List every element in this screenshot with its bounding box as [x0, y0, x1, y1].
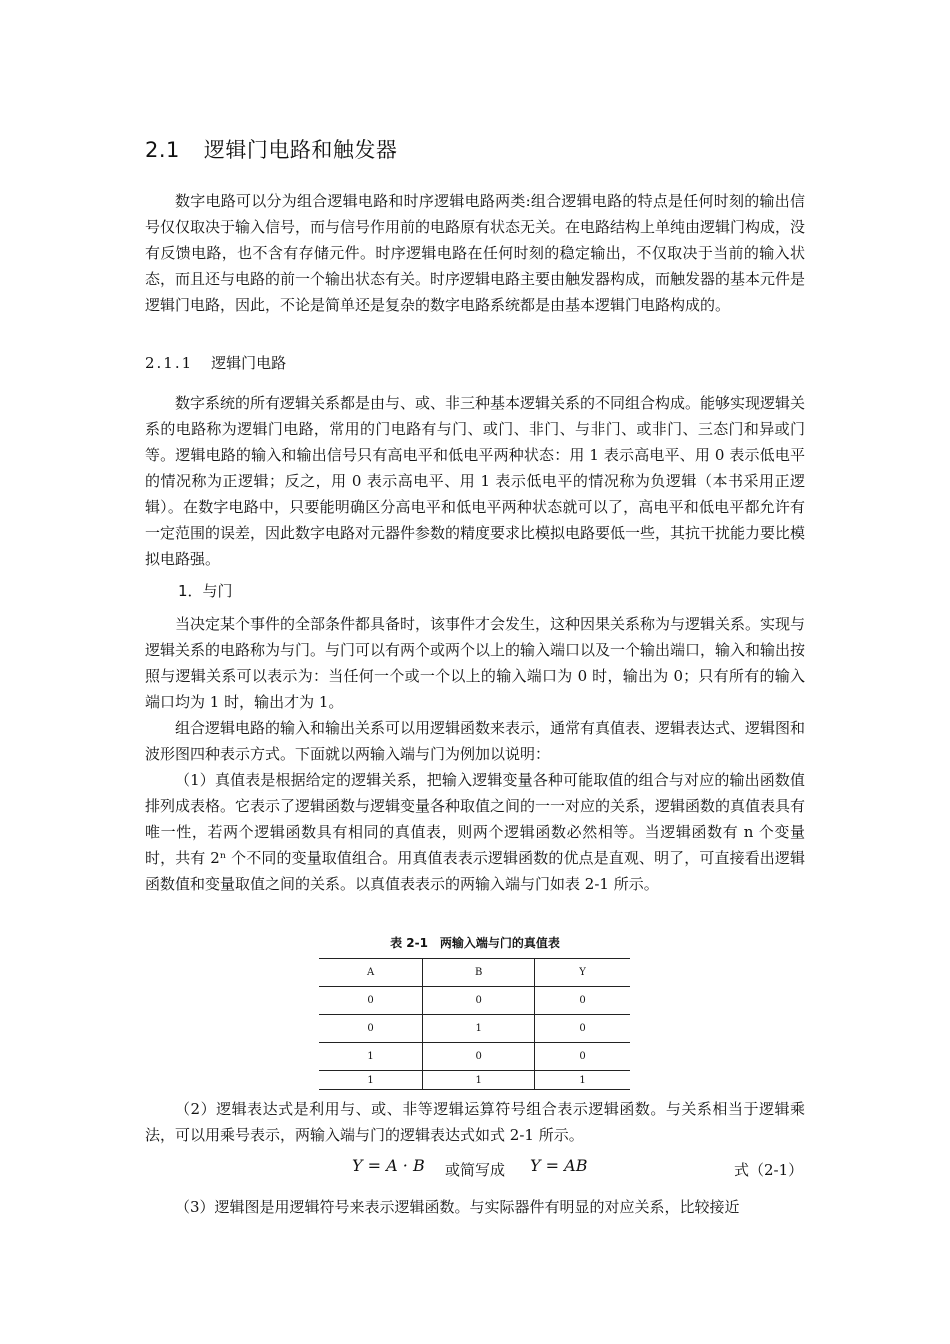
formula-reference: 式（2-1） [734, 1161, 804, 1179]
table-cell: 1 [319, 1043, 423, 1071]
item-title-and-gate: 1．与门 [178, 582, 233, 600]
table-row [319, 1015, 630, 1043]
section-number: 2.1 [145, 138, 180, 162]
table-cell: 1 [423, 1015, 535, 1043]
table-cell: 0 [535, 987, 630, 1015]
table-header-cell: A [319, 959, 423, 987]
expression-paragraph: （2）逻辑表达式是利用与、或、非等逻辑运算符号组合表示逻辑函数。与关系相当于逻辑乘法，可以用乘号表示，两输入端与门的逻辑表达式如式 2-1 所示。 [145, 1100, 805, 1144]
table-cell: 0 [535, 1015, 630, 1043]
table-cell: 0 [535, 1043, 630, 1071]
table-cell: 0 [319, 1015, 423, 1043]
truth-table [319, 958, 630, 1090]
intro-paragraph: 数字电路可以分为组合逻辑电路和时序逻辑电路两类:组合逻辑电路的特点是任何时刻的输出信号仅仅取决于输入信号，而与信号作用前的电路原有状态无关。在电路结构上单纯由逻辑门构成，没有反馈电路，也不含有存储元件。时序逻辑电路在任何时刻的稳定输出，不仅取决于当前的输入状态，而且还与电路的前一个输出状态有关。时序逻辑电路主要由触发器构成，而触发器的基本元件是逻辑门电路，因此，不论是简单还是复杂的数字电路系统都是由基本逻辑门电路构成的。 [145, 192, 806, 314]
section-title [145, 134, 397, 164]
logic-paragraph: 数字系统的所有逻辑关系都是由与、或、非三种基本逻辑关系的不同组合构成。能够实现逻辑关系的电路称为逻辑门电路，常用的门电路有与门、或门、非门、与非门、或非门、三态门和异或门等。逻辑电路的输入和输出信号只有高电平和低电平两种状态：用 1 表示高电平、用 0 表示低电平的情况称为正逻辑；反之，用 0 表示高电平、用 1 表示低电平的情况称为负逻辑（本书采用正逻辑）。在数字电路中，只要能明确区分高电平和低电平两种状态就可以了，高电平和低电平都允许有一定范围的误差，因此数字电路对元器件参数的精度要求比模拟电路要低一些，其抗干扰能力要比模拟电路强。 [145, 394, 806, 568]
table-header-cell: B [423, 959, 535, 987]
table-cell: 1 [535, 1071, 630, 1090]
table-cell: 0 [423, 1043, 535, 1071]
table-cell: 0 [423, 987, 535, 1015]
and-gate-paragraph: 当决定某个事件的全部条件都具备时，该事件才会发生，这种因果关系称为与逻辑关系。实现与逻辑关系的电路称为与门。与门可以有两个或两个以上的输入端口以及一个输出端口，输入和输出按照与逻辑关系可以表示为：当任何一个或一个以上的输入端口为 0 时，输出为 0；只有所有的输入端口均为 1 时，输出才为 1。 [145, 615, 806, 711]
table-header-cell: Y [535, 959, 630, 987]
truth-table-paragraph: （1）真值表是根据给定的逻辑关系，把输入逻辑变量各种可能取值的组合与对应的输出函数值排列成表格。它表示了逻辑函数与逻辑变量各种取值之间的一一对应的关系，逻辑函数的真值表具有唯一性，若两个逻辑函数具有相同的真值表，则两个逻辑函数必然相等。当逻辑函数有 n 个变量时，共有 2ⁿ 个不同的变量取值组合。用真值表表示逻辑函数的优点是直观、明了，可直接看出逻辑函数值和变量取值之间的关系。以真值表表示的两输入端与门如表 2-1 所示。 [145, 771, 806, 893]
table-row [319, 1043, 630, 1071]
table-cell: 1 [319, 1071, 423, 1090]
representation-paragraph: 组合逻辑电路的输入和输出关系可以用逻辑函数来表示，通常有真值表、逻辑表达式、逻辑图和波形图四种表示方式。下面就以两输入端与门为例加以说明： [145, 719, 806, 763]
table-cell: 1 [423, 1071, 535, 1090]
diagram-paragraph: （3）逻辑图是用逻辑符号来表示逻辑函数。与实际器件有明显的对应关系，比较接近 [175, 1198, 740, 1216]
table-cell: 0 [319, 987, 423, 1015]
section-title-text: 逻辑门电路和触发器 [203, 138, 398, 162]
table-row [319, 1071, 630, 1090]
formula-full: Y = A · B [352, 1156, 425, 1175]
table-caption: 表 2-1 两输入端与门的真值表 [390, 936, 560, 950]
subsection-title-text: 逻辑门电路 [211, 354, 287, 372]
subsection-number: 2.1.1 [145, 354, 194, 372]
table-header-row [319, 959, 630, 987]
table-row [319, 987, 630, 1015]
subsection-title [145, 350, 286, 376]
formula-short: Y = AB [530, 1156, 588, 1175]
formula-connector: 或简写成 [445, 1161, 506, 1179]
